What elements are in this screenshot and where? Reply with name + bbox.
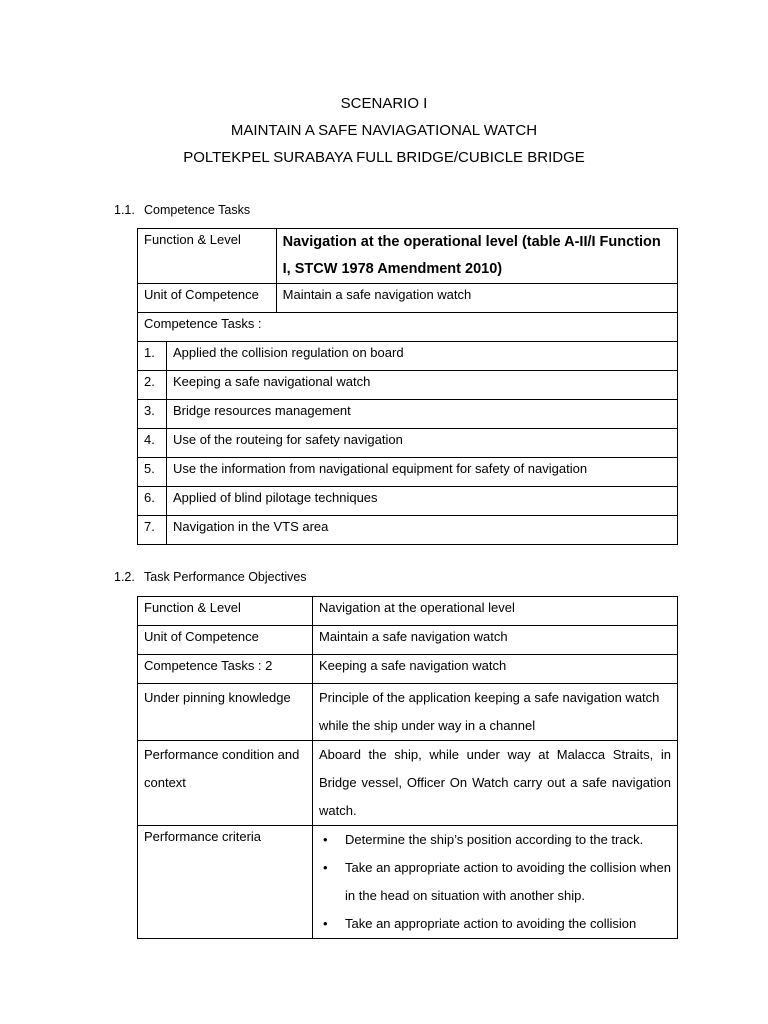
tasks-value: Keeping a safe navigation watch bbox=[313, 655, 678, 684]
task-row bbox=[138, 400, 678, 429]
unit-value: Maintain a safe navigation watch bbox=[313, 626, 678, 655]
knowledge-value: Principle of the application keeping a safe navigation watch while the ship under way in a channel bbox=[313, 684, 678, 741]
performance-objectives-table bbox=[137, 596, 678, 939]
task-text: Applied of blind pilotage techniques bbox=[167, 487, 678, 516]
section-heading-competence-tasks bbox=[114, 203, 250, 217]
task-text: Use of the routeing for safety navigation bbox=[167, 429, 678, 458]
task-text: Keeping a safe navigational watch bbox=[167, 371, 678, 400]
section-title: Competence Tasks bbox=[144, 203, 251, 217]
table-row bbox=[138, 313, 678, 342]
task-number: 6. bbox=[138, 487, 167, 516]
task-row bbox=[138, 516, 678, 545]
task-number: 7. bbox=[138, 516, 167, 545]
unit-value: Maintain a safe navigation watch bbox=[276, 284, 677, 313]
list-item: • Determine the ship’s position according to the track. bbox=[345, 826, 671, 854]
criteria-list bbox=[319, 826, 671, 938]
function-value: Navigation at the operational level bbox=[313, 597, 678, 626]
list-item: • Take an appropriate action to avoiding the collision bbox=[345, 910, 671, 938]
task-text: Use the information from navigational equipment for safety of navigation bbox=[167, 458, 678, 487]
knowledge-label: Under pinning knowledge bbox=[138, 684, 313, 741]
section-number: 1.1. bbox=[114, 203, 135, 217]
unit-label: Unit of Competence bbox=[138, 284, 277, 313]
task-text: Navigation in the VTS area bbox=[167, 516, 678, 545]
table-row bbox=[138, 597, 678, 626]
task-row bbox=[138, 371, 678, 400]
task-number: 2. bbox=[138, 371, 167, 400]
list-item: • Take an appropriate action to avoiding the collision when in the head on situation with another ship. bbox=[345, 854, 671, 910]
table-row bbox=[138, 284, 678, 313]
table-row bbox=[138, 626, 678, 655]
tasks-label: Competence Tasks : bbox=[138, 313, 678, 342]
function-label: Function & Level bbox=[138, 597, 313, 626]
section-number: 1.2. bbox=[114, 570, 135, 584]
criteria-label: Performance criteria bbox=[138, 826, 313, 939]
condition-value: Aboard the ship, while under way at Malacca Straits, in Bridge vessel, Officer On Watch carry out a safe navigation watch. bbox=[313, 741, 678, 826]
table-row bbox=[138, 741, 678, 826]
task-row bbox=[138, 458, 678, 487]
task-row bbox=[138, 342, 678, 371]
function-value: Navigation at the operational level (table A-II/I Function I, STCW 1978 Amendment 2010) bbox=[276, 229, 677, 284]
task-text: Bridge resources management bbox=[167, 400, 678, 429]
criteria-list-cell bbox=[313, 826, 678, 939]
task-number: 3. bbox=[138, 400, 167, 429]
task-row bbox=[138, 429, 678, 458]
task-number: 5. bbox=[138, 458, 167, 487]
table-row bbox=[138, 684, 678, 741]
function-label: Function & Level bbox=[138, 229, 277, 284]
scenario-title: SCENARIO I bbox=[340, 95, 428, 112]
document-title bbox=[0, 90, 768, 171]
tasks-label: Competence Tasks : 2 bbox=[138, 655, 313, 684]
condition-label: Performance condition and context bbox=[138, 741, 313, 826]
table-row bbox=[138, 655, 678, 684]
task-number: 4. bbox=[138, 429, 167, 458]
task-number: 1. bbox=[138, 342, 167, 371]
scenario-location: POLTEKPEL SURABAYA FULL BRIDGE/CUBICLE BRIDGE bbox=[183, 149, 585, 166]
section-heading-performance-objectives bbox=[114, 570, 307, 584]
unit-label: Unit of Competence bbox=[138, 626, 313, 655]
table-row bbox=[138, 826, 678, 939]
scenario-subtitle: MAINTAIN A SAFE NAVIAGATIONAL WATCH bbox=[230, 122, 538, 139]
table-row bbox=[138, 229, 678, 284]
competence-tasks-table bbox=[137, 228, 678, 545]
section-title: Task Performance Objectives bbox=[144, 570, 307, 584]
task-text: Applied the collision regulation on board bbox=[167, 342, 678, 371]
task-row bbox=[138, 487, 678, 516]
